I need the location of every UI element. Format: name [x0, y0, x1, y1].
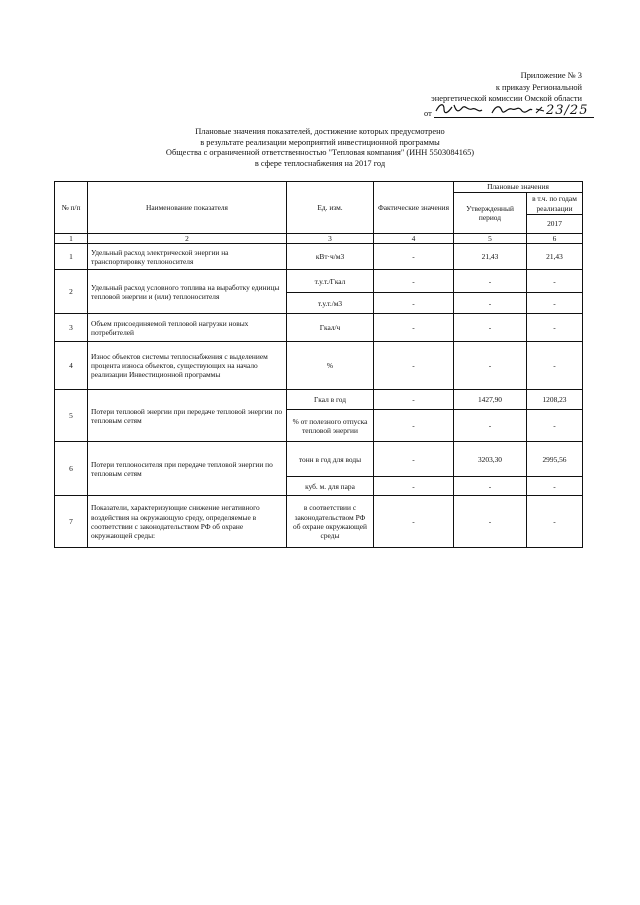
indicators-table — [54, 181, 583, 548]
table-row — [55, 342, 583, 390]
row-num: 1 — [55, 244, 88, 270]
row-year-2017: 2995,56 — [527, 442, 583, 477]
row-unit: т.у.т./Гкал — [287, 270, 374, 293]
row-unit: % от полезного отпуска тепловой энергии — [287, 410, 374, 442]
row-actual: - — [374, 270, 454, 293]
table-row — [55, 314, 583, 342]
row-actual: - — [374, 293, 454, 314]
order-from-label: от — [424, 108, 432, 118]
row-actual: - — [374, 442, 454, 477]
row-num: 3 — [55, 314, 88, 342]
row-actual: - — [374, 390, 454, 410]
row-actual: - — [374, 314, 454, 342]
row-name: Показатели, характеризующие снижение негативного воздействия на окружающую среду, определяемые в соответствии с законодательством РФ об охране окружающей среды: — [88, 496, 287, 548]
col-number-4: 4 — [374, 234, 454, 244]
row-actual: - — [374, 496, 454, 548]
row-num: 4 — [55, 342, 88, 390]
title-line-3: Общества с ограниченной ответственностью "Тепловая компания" (ИНН 5503084165) — [165, 148, 475, 158]
row-unit: куб. м. для пара — [287, 477, 374, 496]
table-row — [55, 244, 583, 270]
row-approved: - — [454, 410, 527, 442]
row-year-2017: - — [527, 314, 583, 342]
header-actual: Фактические значения — [374, 182, 454, 234]
row-year-2017: 21,43 — [527, 244, 583, 270]
row-actual: - — [374, 477, 454, 496]
header-unit: Ед. изм. — [287, 182, 374, 234]
col-number-5: 5 — [454, 234, 527, 244]
header-planned: Плановые значения — [454, 182, 583, 193]
row-name: Потери тепловой энергии при передаче тепловой энергии по тепловым сетям — [88, 390, 287, 442]
order-date-line — [360, 102, 589, 119]
row-year-2017: - — [527, 410, 583, 442]
header-num: № п/п — [55, 182, 88, 234]
header-by-years: в т.ч. по годам реализации — [527, 193, 583, 215]
row-approved: 21,43 — [454, 244, 527, 270]
annex-line-1: Приложение № 3 — [520, 71, 582, 80]
row-name: Удельный расход условного топлива на выработку единицы тепловой энергии и (или) теплоносителя — [88, 270, 287, 314]
row-unit: тонн в год для воды — [287, 442, 374, 477]
row-approved: - — [454, 293, 527, 314]
col-number-2: 2 — [88, 234, 287, 244]
row-approved: - — [454, 477, 527, 496]
row-name: Износ объектов системы теплоснабжения с выделением процента износа объектов, существующих на начало реализации Инвестиционной программы — [88, 342, 287, 390]
title-line-4: в сфере теплоснабжения на 2017 год — [254, 158, 386, 168]
annex-header — [360, 70, 589, 119]
row-approved: 1427,90 — [454, 390, 527, 410]
row-actual: - — [374, 342, 454, 390]
row-unit: кВт·ч/м3 — [287, 244, 374, 270]
row-year-2017: 1208,23 — [527, 390, 583, 410]
annex-line-2: к приказу Региональной — [495, 82, 582, 92]
col-number-6: 6 — [527, 234, 583, 244]
row-actual: - — [374, 410, 454, 442]
row-year-2017: - — [527, 496, 583, 548]
row-unit: Гкал в год — [287, 390, 374, 410]
row-unit: Гкал/ч — [287, 314, 374, 342]
row-unit: % — [287, 342, 374, 390]
row-year-2017: - — [527, 293, 583, 314]
header-year: 2017 — [527, 215, 583, 234]
row-name: Удельный расход электрической энергии на транспортировку теплоносителя — [88, 244, 287, 270]
row-approved: - — [454, 270, 527, 293]
col-number-3: 3 — [287, 234, 374, 244]
row-actual: - — [374, 244, 454, 270]
title-line-1: Плановые значения показателей, достижение которых предусмотрено — [195, 127, 445, 136]
table-row — [55, 390, 583, 410]
row-year-2017: - — [527, 270, 583, 293]
order-number: 23/25 — [546, 102, 589, 118]
row-unit: в соответствии с законодательством РФ об охране окружающей среды — [287, 496, 374, 548]
document-title — [100, 127, 540, 169]
header-approved: Утвержденный период — [454, 193, 527, 234]
annex-line-3: энергетической комиссии Омской области — [431, 94, 582, 103]
row-approved: - — [454, 314, 527, 342]
row-name: Потери теплоносителя при передаче тепловой энергии по тепловым сетям — [88, 442, 287, 496]
row-num: 6 — [55, 442, 88, 496]
header-name: Наименование показателя — [88, 182, 287, 234]
row-unit: т.у.т./м3 — [287, 293, 374, 314]
table-row — [55, 442, 583, 477]
row-name: Объем присоединяемой тепловой нагрузки новых потребителей — [88, 314, 287, 342]
col-number-1: 1 — [55, 234, 88, 244]
table-row — [55, 270, 583, 293]
table-row — [55, 496, 583, 548]
row-num: 7 — [55, 496, 88, 548]
row-year-2017: - — [527, 342, 583, 390]
title-line-2: в результате реализации мероприятий инвестиционной программы — [200, 137, 440, 147]
row-approved: - — [454, 342, 527, 390]
row-year-2017: - — [527, 477, 583, 496]
row-approved: 3203,30 — [454, 442, 527, 477]
row-num: 2 — [55, 270, 88, 314]
row-num: 5 — [55, 390, 88, 442]
row-approved: - — [454, 496, 527, 548]
